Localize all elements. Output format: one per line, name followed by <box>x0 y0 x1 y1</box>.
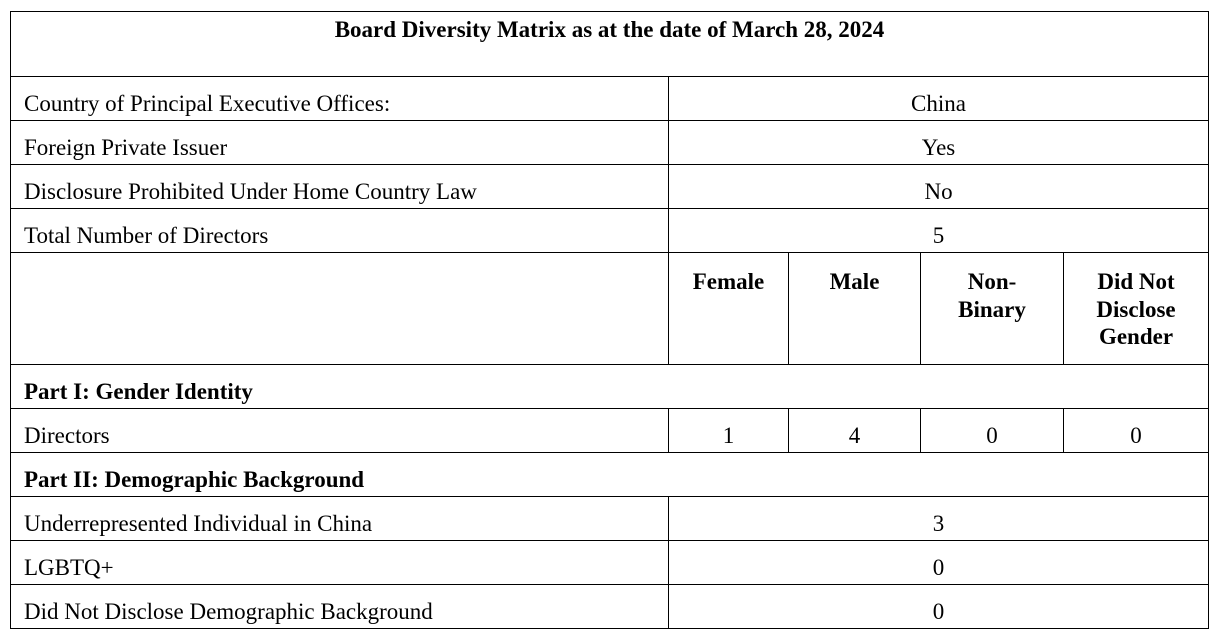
header-non-binary-line2: Binary <box>958 296 1026 322</box>
header-non-binary <box>921 253 1064 365</box>
demographic-value: 3 <box>669 497 1209 541</box>
matrix-title: Board Diversity Matrix as at the date of March 28, 2024 <box>11 12 1209 77</box>
info-label: Disclosure Prohibited Under Home Country Law <box>11 165 669 209</box>
directors-label: Directors <box>11 409 669 453</box>
gender-header-row <box>11 253 1209 365</box>
demographic-row-not-disclosed <box>11 585 1209 629</box>
directors-male: 4 <box>789 409 921 453</box>
header-dnd-line3: Gender <box>1098 324 1174 350</box>
info-row-fpi <box>11 121 1209 165</box>
header-dnd-line2: Disclose <box>1096 296 1176 322</box>
header-did-not-disclose <box>1064 253 1209 365</box>
demographic-row-underrepresented <box>11 497 1209 541</box>
header-non-binary-line1: Non- <box>967 269 1017 294</box>
info-row-total-directors <box>11 209 1209 253</box>
info-label: Foreign Private Issuer <box>11 121 669 165</box>
demographic-label: Did Not Disclose Demographic Background <box>11 585 669 629</box>
empty-header-cell <box>11 253 669 365</box>
demographic-label: LGBTQ+ <box>11 541 669 585</box>
demographic-row-lgbtq <box>11 541 1209 585</box>
info-row-country <box>11 77 1209 121</box>
directors-row <box>11 409 1209 453</box>
info-value: Yes <box>669 121 1209 165</box>
demographic-value: 0 <box>669 541 1209 585</box>
part2-heading-row <box>11 453 1209 497</box>
section-heading-demographic: Part II: Demographic Background <box>11 453 1209 497</box>
header-male-text: Male <box>829 269 880 294</box>
directors-non-binary: 0 <box>921 409 1064 453</box>
info-value: 5 <box>669 209 1209 253</box>
header-dnd-line1: Did Not <box>1097 269 1175 294</box>
info-value: China <box>669 77 1209 121</box>
info-value: No <box>669 165 1209 209</box>
part1-heading-row <box>11 365 1209 409</box>
info-label: Country of Principal Executive Offices: <box>11 77 669 121</box>
section-heading-gender-identity: Part I: Gender Identity <box>11 365 1209 409</box>
demographic-label: Underrepresented Individual in China <box>11 497 669 541</box>
directors-female: 1 <box>669 409 789 453</box>
info-row-disclosure <box>11 165 1209 209</box>
board-diversity-matrix <box>10 11 1209 629</box>
header-female-text: Female <box>692 269 765 294</box>
directors-did-not-disclose: 0 <box>1064 409 1209 453</box>
info-label: Total Number of Directors <box>11 209 669 253</box>
demographic-value: 0 <box>669 585 1209 629</box>
header-female <box>669 253 789 365</box>
header-male <box>789 253 921 365</box>
